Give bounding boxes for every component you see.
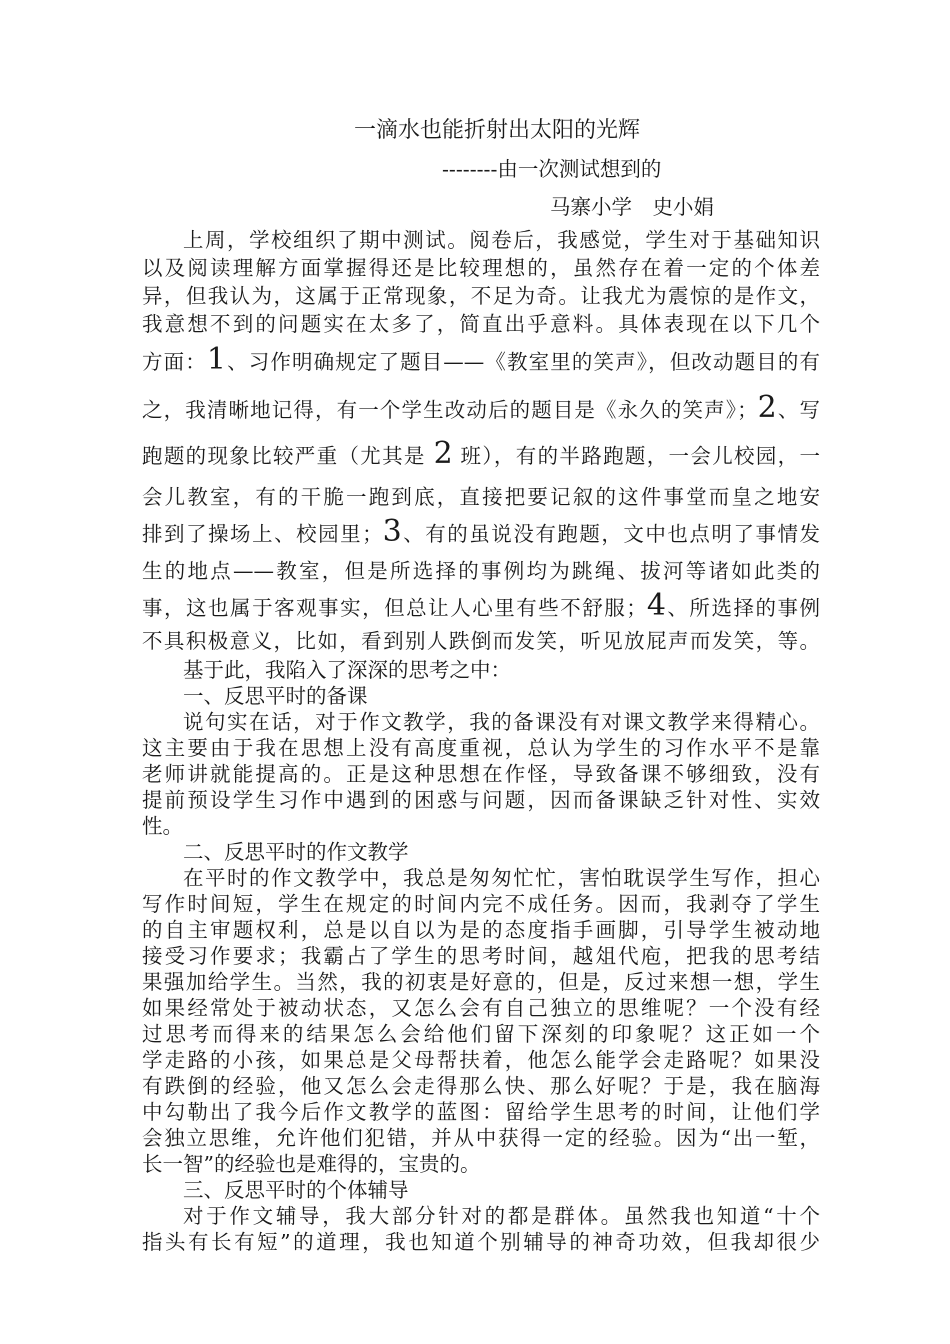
text-run: 我意想不到的问题实在太多了，简直出乎意料。具体表现在以下几个 [142, 312, 820, 336]
document-subtitle: --------由一次测试想到的 [442, 157, 662, 181]
big-numeral: 2 [433, 436, 453, 471]
text-line [142, 516, 820, 553]
text-line [142, 1125, 820, 1151]
text-line [142, 865, 820, 891]
text-run: 写作时间短，学生在规定的时间内完不成任务。因而，我剥夺了学生 [142, 892, 820, 916]
text-run: 方面： [142, 350, 207, 374]
text-line [142, 657, 820, 683]
text-line [142, 969, 820, 995]
text-run: 不具积极意义，比如，看到别人跌倒而发笑，听见放屁声而发笑，等。 [142, 629, 820, 653]
big-numeral: 3 [382, 516, 402, 549]
text-run: 学走路的小孩，如果总是父母帮扶着，他怎么能学会走路呢？如果没 [142, 1048, 820, 1072]
big-numeral: 1 [206, 342, 226, 377]
text-run: 长一智”的经验也是难得的，宝贵的。 [142, 1152, 481, 1176]
text-line [142, 1203, 820, 1229]
text-run: 果强加给学生。当然，我的初衷是好意的，但是，反过来想一想，学生 [142, 970, 820, 994]
text-run: 以及阅读理解方面掌握得还是比较理想的，虽然存在着一定的个体差 [142, 256, 820, 280]
text-line [142, 761, 820, 787]
text-run: 事，这也属于客观事实，但总让人心里有些不舒服； [142, 596, 647, 620]
text-run: 有跌倒的经验，他又怎么会走得那么快、那么好呢？于是，我在脑海 [142, 1074, 820, 1098]
text-run: 的自主审题权利，总是以自以为是的态度指手画脚，引导学生被动地 [142, 918, 820, 942]
text-line [142, 995, 820, 1021]
text-run: 、有的虽说没有跑题，文中也点明了事情发 [401, 522, 820, 546]
text-line [142, 590, 820, 626]
text-line [142, 891, 820, 917]
text-line [142, 1151, 820, 1177]
text-line [142, 943, 820, 969]
text-run: 会独立思维，允许他们犯错，并从中获得一定的经验。因为“出一堑， [142, 1126, 820, 1150]
text-run: 排到了操场上、校园里； [142, 522, 383, 546]
text-line [142, 917, 820, 943]
text-line [142, 1229, 820, 1255]
text-run: 说句实在话，对于作文教学，我的备课没有对课文教学来得精心。 [183, 710, 820, 734]
text-line [142, 813, 820, 839]
text-line [142, 226, 820, 254]
text-line [142, 787, 820, 813]
text-run: 性。 [142, 814, 183, 838]
document-body [142, 226, 820, 1255]
text-run: 提前预设学生习作中遇到的困惑与问题，因而备课缺乏针对性、实效 [142, 788, 820, 812]
text-run: 对于作文辅导，我大部分针对的都是群体。虽然我也知道“十个 [183, 1204, 820, 1228]
text-line [142, 735, 820, 761]
text-run: 异，但我认为，这属于正常现象，不足为奇。让我尤为震惊的是作文， [142, 284, 820, 308]
text-line [142, 254, 820, 282]
text-line [142, 1099, 820, 1125]
text-line [142, 310, 820, 338]
text-run: 一、反思平时的备课 [183, 684, 368, 708]
text-line [142, 839, 820, 865]
text-run: 、写 [776, 398, 820, 422]
text-line [142, 683, 820, 709]
text-line [142, 386, 820, 434]
text-run: 会儿教室，有的干脆一跑到底，直接把要记叙的这件事堂而皇之地安 [142, 485, 820, 509]
text-run: 如果经常处于被动状态，又怎么会有自己独立的思维呢？一个没有经 [142, 996, 820, 1020]
text-line [142, 1177, 820, 1203]
text-run: 老师讲就能提高的。正是这种思想在作怪，导致备课不够细致，没有 [142, 762, 820, 786]
text-run: 跑题的现象比较严重（尤其是 [142, 444, 434, 468]
text-run: 过思考而得来的结果怎么会给他们留下深刻的印象呢？这正如一个 [142, 1022, 820, 1046]
text-run: 、习作明确规定了题目——《教室里的笑声》，但改动题目的有 [225, 350, 820, 374]
text-run: 之，我清晰地记得，有一个学生改动后的题目是《永久的笑声》； [142, 398, 758, 422]
text-line [142, 553, 820, 590]
text-run: 在平时的作文教学中，我总是匆匆忙忙，害怕耽误学生写作，担心 [183, 866, 820, 890]
document-title: 一滴水也能折射出太阳的光辉 [353, 118, 640, 143]
text-run: 三、反思平时的个体辅导 [183, 1178, 409, 1202]
text-line [142, 282, 820, 310]
text-run: 这主要由于我在思想上没有高度重视，总认为学生的习作水平不是靠 [142, 736, 820, 760]
text-run: 中勾勒出了我今后作文教学的蓝图：留给学生思考的时间，让他们学 [142, 1100, 820, 1124]
text-run: 接受习作要求；我霸占了学生的思考时间，越俎代庖，把我的思考结 [142, 944, 820, 968]
text-run: 生的地点——教室，但是所选择的事例均为跳绳、拔河等诸如此类的 [142, 559, 820, 583]
text-line [142, 338, 820, 386]
big-numeral: 2 [757, 390, 777, 425]
text-run: 上周，学校组织了期中测试。阅卷后，我感觉，学生对于基础知识 [183, 228, 820, 252]
text-line [142, 1021, 820, 1047]
document-content [142, 112, 820, 1255]
text-run: 班），有的半路跑题，一会儿校园，一 [452, 444, 820, 468]
big-numeral: 4 [646, 590, 666, 623]
text-line [142, 434, 820, 478]
text-run: 、所选择的事例 [665, 596, 820, 620]
text-run: 二、反思平时的作文教学 [183, 840, 409, 864]
text-run: 指头有长有短”的道理，我也知道个别辅导的神奇功效，但我却很少 [142, 1230, 820, 1254]
text-line [142, 1047, 820, 1073]
text-line [142, 1073, 820, 1099]
text-run: 基于此，我陷入了深深的思考之中： [183, 658, 511, 682]
text-line [142, 626, 820, 657]
document-author: 马寨小学 史小娟 [550, 195, 714, 219]
text-line [142, 709, 820, 735]
text-line [142, 478, 820, 516]
